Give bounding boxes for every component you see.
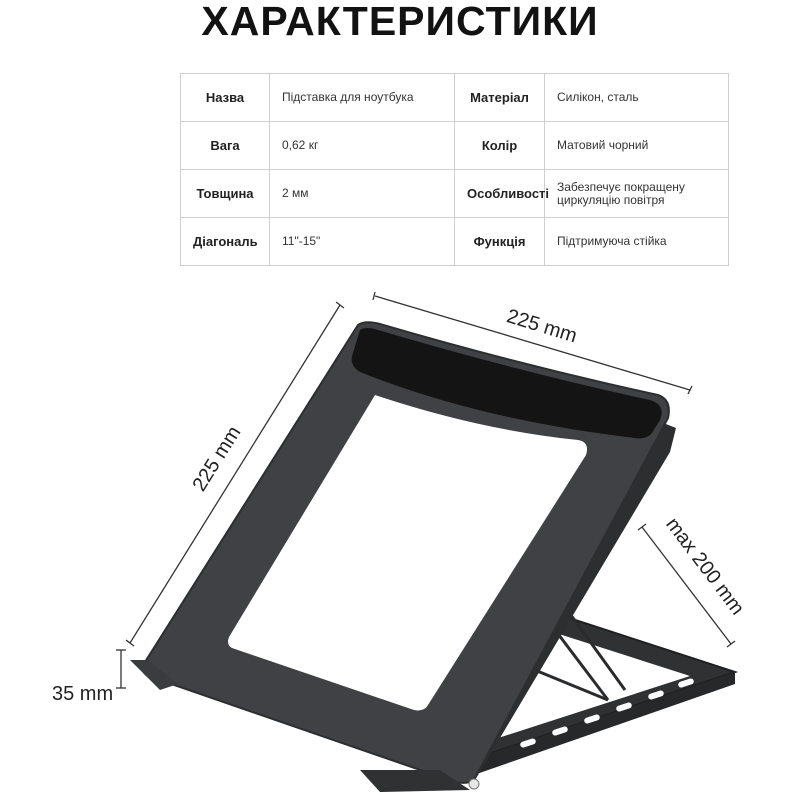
spec-label: Назва — [181, 74, 270, 122]
spec-label: Колір — [455, 122, 545, 170]
spec-label: Діагональ — [181, 218, 270, 266]
dimension-side-height: 225 mm — [188, 422, 246, 496]
dimension-max-height: max 200 mm — [661, 513, 749, 620]
spec-value: 2 мм — [270, 170, 455, 218]
spec-label: Функція — [455, 218, 545, 266]
table-row — [181, 170, 729, 218]
spec-value: Матовий чорний — [545, 122, 729, 170]
page-title: ХАРАКТЕРИСТИКИ — [201, 0, 599, 44]
dimension-top-width: 225 mm — [503, 305, 580, 348]
specs-table — [180, 73, 729, 266]
spec-value: 0,62 кг — [270, 122, 455, 170]
hinge-screw — [469, 779, 479, 789]
spec-value: 11"-15" — [270, 218, 455, 266]
spec-label: Матеріал — [455, 74, 545, 122]
spec-value: Підставка для ноутбука — [270, 74, 455, 122]
spec-value: Підтримуюча стійка — [545, 218, 729, 266]
spec-value: Силікон, сталь — [545, 74, 729, 122]
spec-label: Товщина — [181, 170, 270, 218]
laptop-stand-illustration — [0, 270, 800, 800]
table-row — [181, 74, 729, 122]
table-row — [181, 218, 729, 266]
spec-label: Особливості — [455, 170, 545, 218]
table-row — [181, 122, 729, 170]
dimension-base-height: 35 mm — [52, 683, 114, 705]
spec-value: Забезпечує покращену циркуляцію повітря — [545, 170, 729, 218]
spec-label: Вага — [181, 122, 270, 170]
